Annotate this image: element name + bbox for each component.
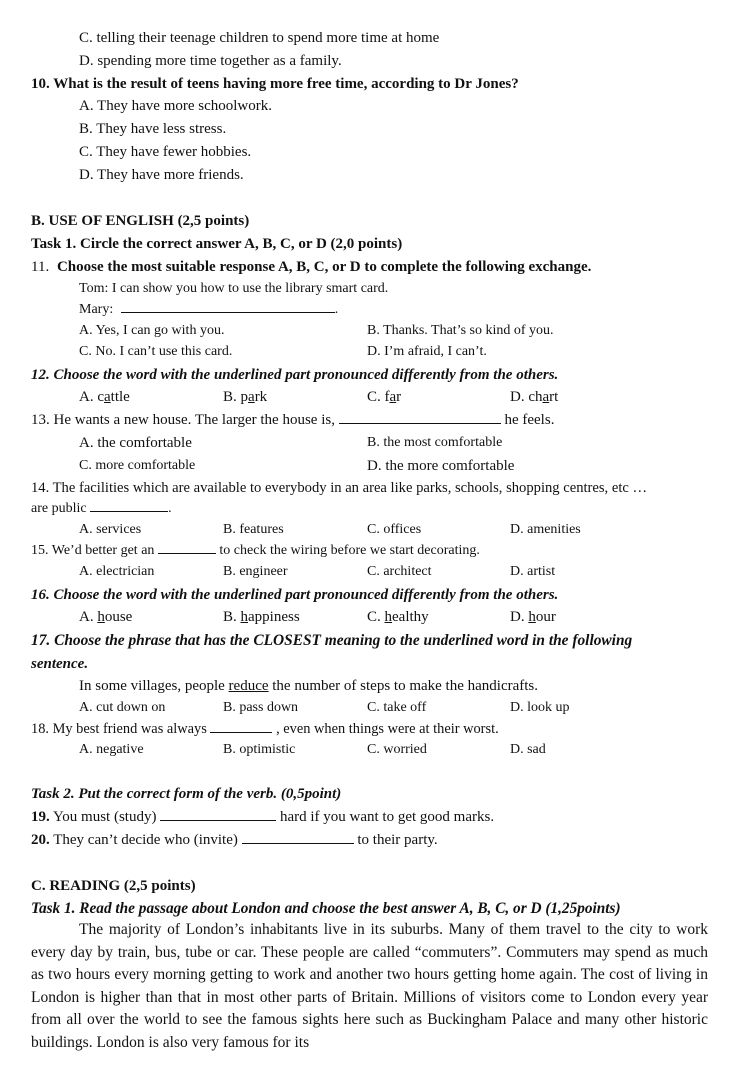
- q10-option-b: B. They have less stress.: [79, 121, 227, 137]
- q15-option-b: B. engineer: [223, 564, 288, 579]
- q11-option-d: D. I’m afraid, I can’t.: [367, 344, 487, 359]
- q11-answer-blank[interactable]: [121, 300, 335, 313]
- q9-option-d: D. spending more time together as a family.: [79, 53, 342, 69]
- q17-option-d: D. look up: [510, 700, 570, 715]
- q17-underlined-word: reduce: [228, 678, 269, 694]
- q14-option-b: B. features: [223, 522, 284, 537]
- q15-option-c: C. architect: [367, 564, 432, 579]
- q18-option-d: D. sad: [510, 742, 546, 757]
- q17-option-c: C. take off: [367, 700, 427, 715]
- q13-option-b: B. the most comfortable: [367, 435, 503, 450]
- q11-number: 11.: [31, 259, 50, 275]
- q11-tom-line: Tom: I can show you how to use the library smart card.: [79, 281, 389, 296]
- q19-line: 19. You must (study) hard if you want to get good marks.: [31, 809, 495, 825]
- q17-option-a: A. cut down on: [79, 700, 166, 715]
- q16-option-d: D. hour: [510, 609, 556, 625]
- q18-option-a: A. negative: [79, 742, 144, 757]
- q20-line: 20. They can’t decide who (invite) to their party.: [31, 832, 438, 848]
- q11-option-b: B. Thanks. That’s so kind of you.: [367, 323, 554, 338]
- q12-stem: 12. Choose the word with the underlined part pronounced differently from the others.: [31, 367, 559, 383]
- q16-option-c: C. healthy: [367, 609, 429, 625]
- q18-stem: 18. My best friend was always , even when things were at their worst.: [31, 721, 499, 737]
- q11-option-c: C. No. I can’t use this card.: [79, 344, 233, 359]
- q15-option-d: D. artist: [510, 564, 556, 579]
- q11-stem-text: Choose the most suitable response A, B, C, or D to complete the following exchange.: [56, 259, 592, 275]
- q13-option-d: D. the more comfortable: [367, 458, 515, 474]
- q15-answer-blank[interactable]: [158, 541, 216, 554]
- q18-option-b: B. optimistic: [223, 742, 296, 757]
- q14-stem-line2: are public .: [31, 501, 172, 516]
- q13-answer-blank[interactable]: [339, 411, 501, 424]
- q13-option-c: C. more comfortable: [79, 458, 196, 473]
- q14-stem: 14. The facilities which are available to everybody in an area like parks, schools, shopping centres, etc …: [31, 480, 648, 496]
- q11-option-a: A. Yes, I can go with you.: [79, 323, 225, 338]
- q16-option-b: B. happiness: [223, 609, 300, 625]
- q14-option-a: A. services: [79, 522, 142, 537]
- q16-option-a: A. house: [79, 609, 133, 625]
- section-b-heading: B. USE OF ENGLISH (2,5 points): [31, 213, 250, 229]
- q17-stem: 17. Choose the phrase that has the CLOSEST meaning to the underlined word in the following: [31, 632, 633, 649]
- q16-stem: 16. Choose the word with the underlined part pronounced differently from the others.: [31, 587, 559, 603]
- section-c-task1-heading: Task 1. Read the passage about London and choose the best answer A, B, C, or D (1,25points): [31, 900, 621, 917]
- section-b-task1-heading: Task 1. Circle the correct answer A, B, C, or D (2,0 points): [31, 236, 403, 252]
- q10-option-c: C. They have fewer hobbies.: [79, 144, 252, 160]
- q17-option-b: B. pass down: [223, 700, 299, 715]
- q9-option-c: C. telling their teenage children to spend more time at home: [79, 30, 440, 46]
- q19-answer-blank[interactable]: [160, 808, 276, 821]
- q18-answer-blank[interactable]: [210, 720, 272, 733]
- q20-answer-blank[interactable]: [242, 831, 354, 844]
- q10-option-a: A. They have more schoolwork.: [79, 98, 273, 114]
- q17-sentence: In some villages, people reduce the number of steps to make the handicrafts.: [79, 678, 539, 694]
- q12-option-a: A. cattle: [79, 389, 130, 405]
- q12-option-d: D. chart: [510, 389, 559, 405]
- task2-heading: Task 2. Put the correct form of the verb. (0,5point): [31, 786, 342, 802]
- q11-mary-period: .: [334, 302, 339, 317]
- q10-option-d: D. They have more friends.: [79, 167, 244, 183]
- q13-stem: 13. He wants a new house. The larger the house is, he feels.: [31, 412, 555, 428]
- q11-stem: [31, 257, 591, 277]
- section-c-heading: C. READING (2,5 points): [31, 878, 196, 894]
- q14-option-d: D. amenities: [510, 522, 581, 537]
- q18-option-c: C. worried: [367, 742, 427, 757]
- q12-option-c: C. far: [367, 389, 402, 405]
- reading-passage: The majority of London’s inhabitants live in its suburbs. Many of them travel to the city to work every day by train, bus, tube or car. These people are called “commuters”. Commuters may spend as much as two hours every morning getting to work and another two hours getting home again. The cost of living in London is higher than that in most other parts of Britain. Millions of visitors come to London every year from all over the world to see the famous sights here such as Buckingham Palace and many other historic buildings. London is also very famous for its: [31, 921, 708, 1051]
- q12-option-b: B. park: [223, 389, 268, 405]
- q11-mary-label: Mary:: [79, 302, 114, 317]
- q14-option-c: C. offices: [367, 522, 422, 537]
- q10-stem: 10. What is the result of teens having more free time, according to Dr Jones?: [31, 76, 519, 92]
- q17-stem-line2: sentence.: [31, 656, 89, 672]
- q11-mary-line: [79, 300, 338, 320]
- q14-answer-blank[interactable]: [90, 499, 168, 512]
- q13-option-a: A. the comfortable: [79, 435, 192, 451]
- q15-stem: 15. We’d better get an to check the wiring before we start decorating.: [31, 543, 480, 558]
- q15-option-a: A. electrician: [79, 564, 155, 579]
